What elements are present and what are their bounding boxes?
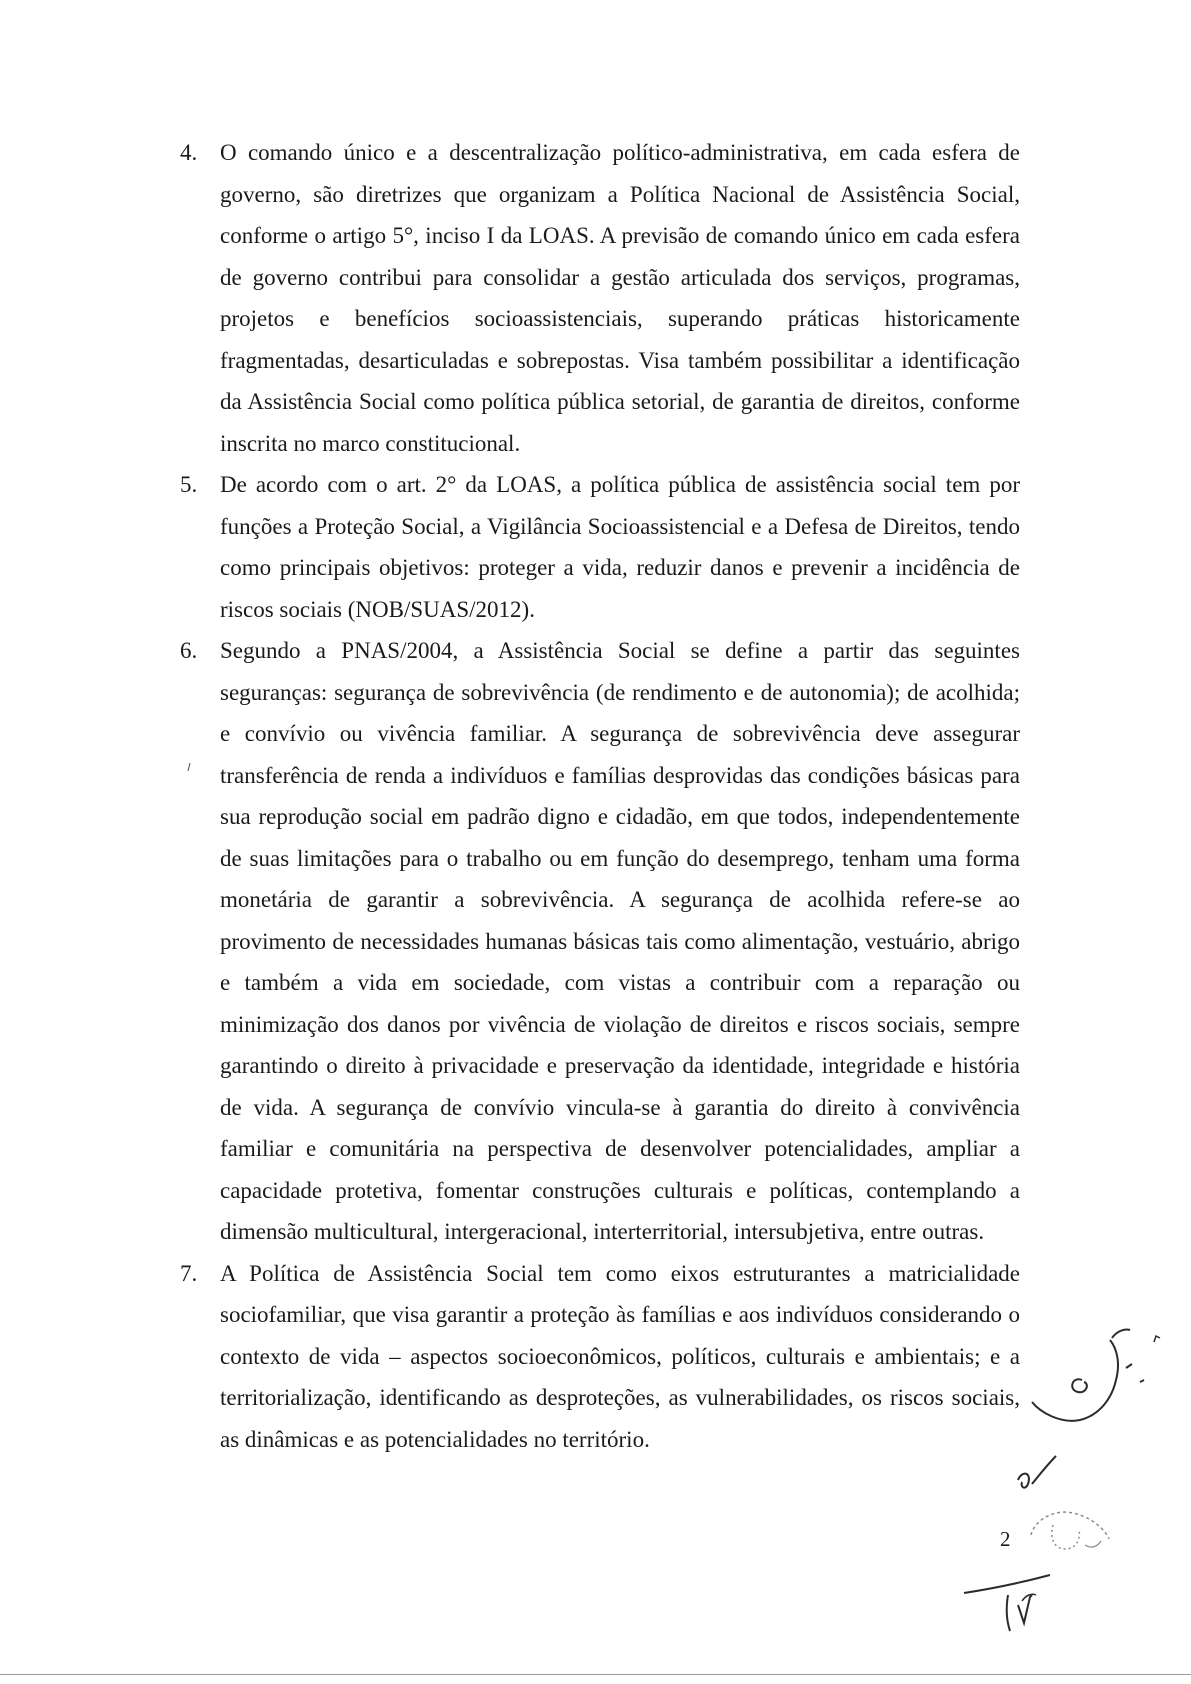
list-item	[180, 464, 1020, 630]
item-text: A Política de Assistência Social tem como eixos estruturantes a matricialidade sociofamiliar, que visa garantir a proteção às famílias e aos indivíduos considerando o contexto de vida – aspectos socioeconômicos, políticos, culturais e ambientais; e a territorialização, identificando as desproteções, as vulnerabilidades, os riscos sociais, as dinâmicas e as potencialidades no território.	[220, 1260, 1020, 1452]
list-item	[180, 1253, 1020, 1461]
item-number: 6.	[180, 638, 198, 663]
item-text: Segundo a PNAS/2004, a Assistência Social se define a partir das seguintes seguranças: segurança de sobrevivência (de rendimento e de autonomia); de acolhida; e convívio ou vivência familiar. A segurança de sobrevivência deve assegurar transferência de renda a indivíduos e famílias desprovidas das condições básicas para sua reprodução social em padrão digno e cidadão, em que todos, independentemente de suas limitações para o trabalho ou em função do desemprego, tenham uma forma monetária de garantir a sobrevivência. A segurança de acolhida refere-se ao provimento de necessidades humanas básicas tais como alimentação, vestuário, abrigo e também a vida em sociedade, com vistas a contribuir com a reparação ou minimização dos danos por vivência de violação de direitos e riscos sociais, sempre garantindo o direito à privacidade e preservação da identidade, integridade e história de vida. A segurança de convívio vincula-se à garantia do direito à convivência familiar e comunitária na perspectiva de desenvolver potencialidades, ampliar a capacidade protetiva, fomentar construções culturais e políticas, contemplando a dimensão multicultural, intergeracional, interterritorial, intersubjetiva, entre outras.	[220, 638, 1020, 1244]
faint-stamp-mark	[1025, 1505, 1115, 1560]
page-bottom-rule	[0, 1674, 1191, 1675]
list-item	[180, 630, 1020, 1253]
item-text: O comando único e a descentralização político-administrativa, em cada esfera de governo, são diretrizes que organizam a Política Nacional de Assistência Social, conforme o artigo 5°, inciso I da LOAS. A previsão de comando único em cada esfera de governo contribui para consolidar a gestão articulada dos serviços, programas, projetos e benefícios socioassistenciais, superando práticas historicamente fragmentadas, desarticuladas e sobrepostas. Visa também possibilitar a identificação da Assistência Social como política pública setorial, de garantia de direitos, conforme inscrita no marco constitucional.	[220, 140, 1020, 456]
item-number: 4.	[180, 140, 198, 165]
item-text: De acordo com o art. 2° da LOAS, a política pública de assistência social tem por funções a Proteção Social, a Vigilância Socioassistencial e a Defesa de Direitos, tendo como principais objetivos: proteger a vida, reduzir danos e prevenir a incidência de riscos sociais (NOB/SUAS/2012).	[220, 472, 1020, 622]
margin-mark	[186, 762, 192, 772]
item-number: 7.	[180, 1260, 198, 1286]
handwritten-mark	[1010, 1450, 1070, 1500]
handwritten-initials-signature	[1020, 1320, 1170, 1440]
list-item	[180, 132, 1020, 464]
numbered-list	[180, 132, 1020, 1460]
handwritten-rubric	[960, 1565, 1070, 1635]
page-number: 2	[1000, 1527, 1011, 1551]
item-number: 5.	[180, 472, 198, 497]
